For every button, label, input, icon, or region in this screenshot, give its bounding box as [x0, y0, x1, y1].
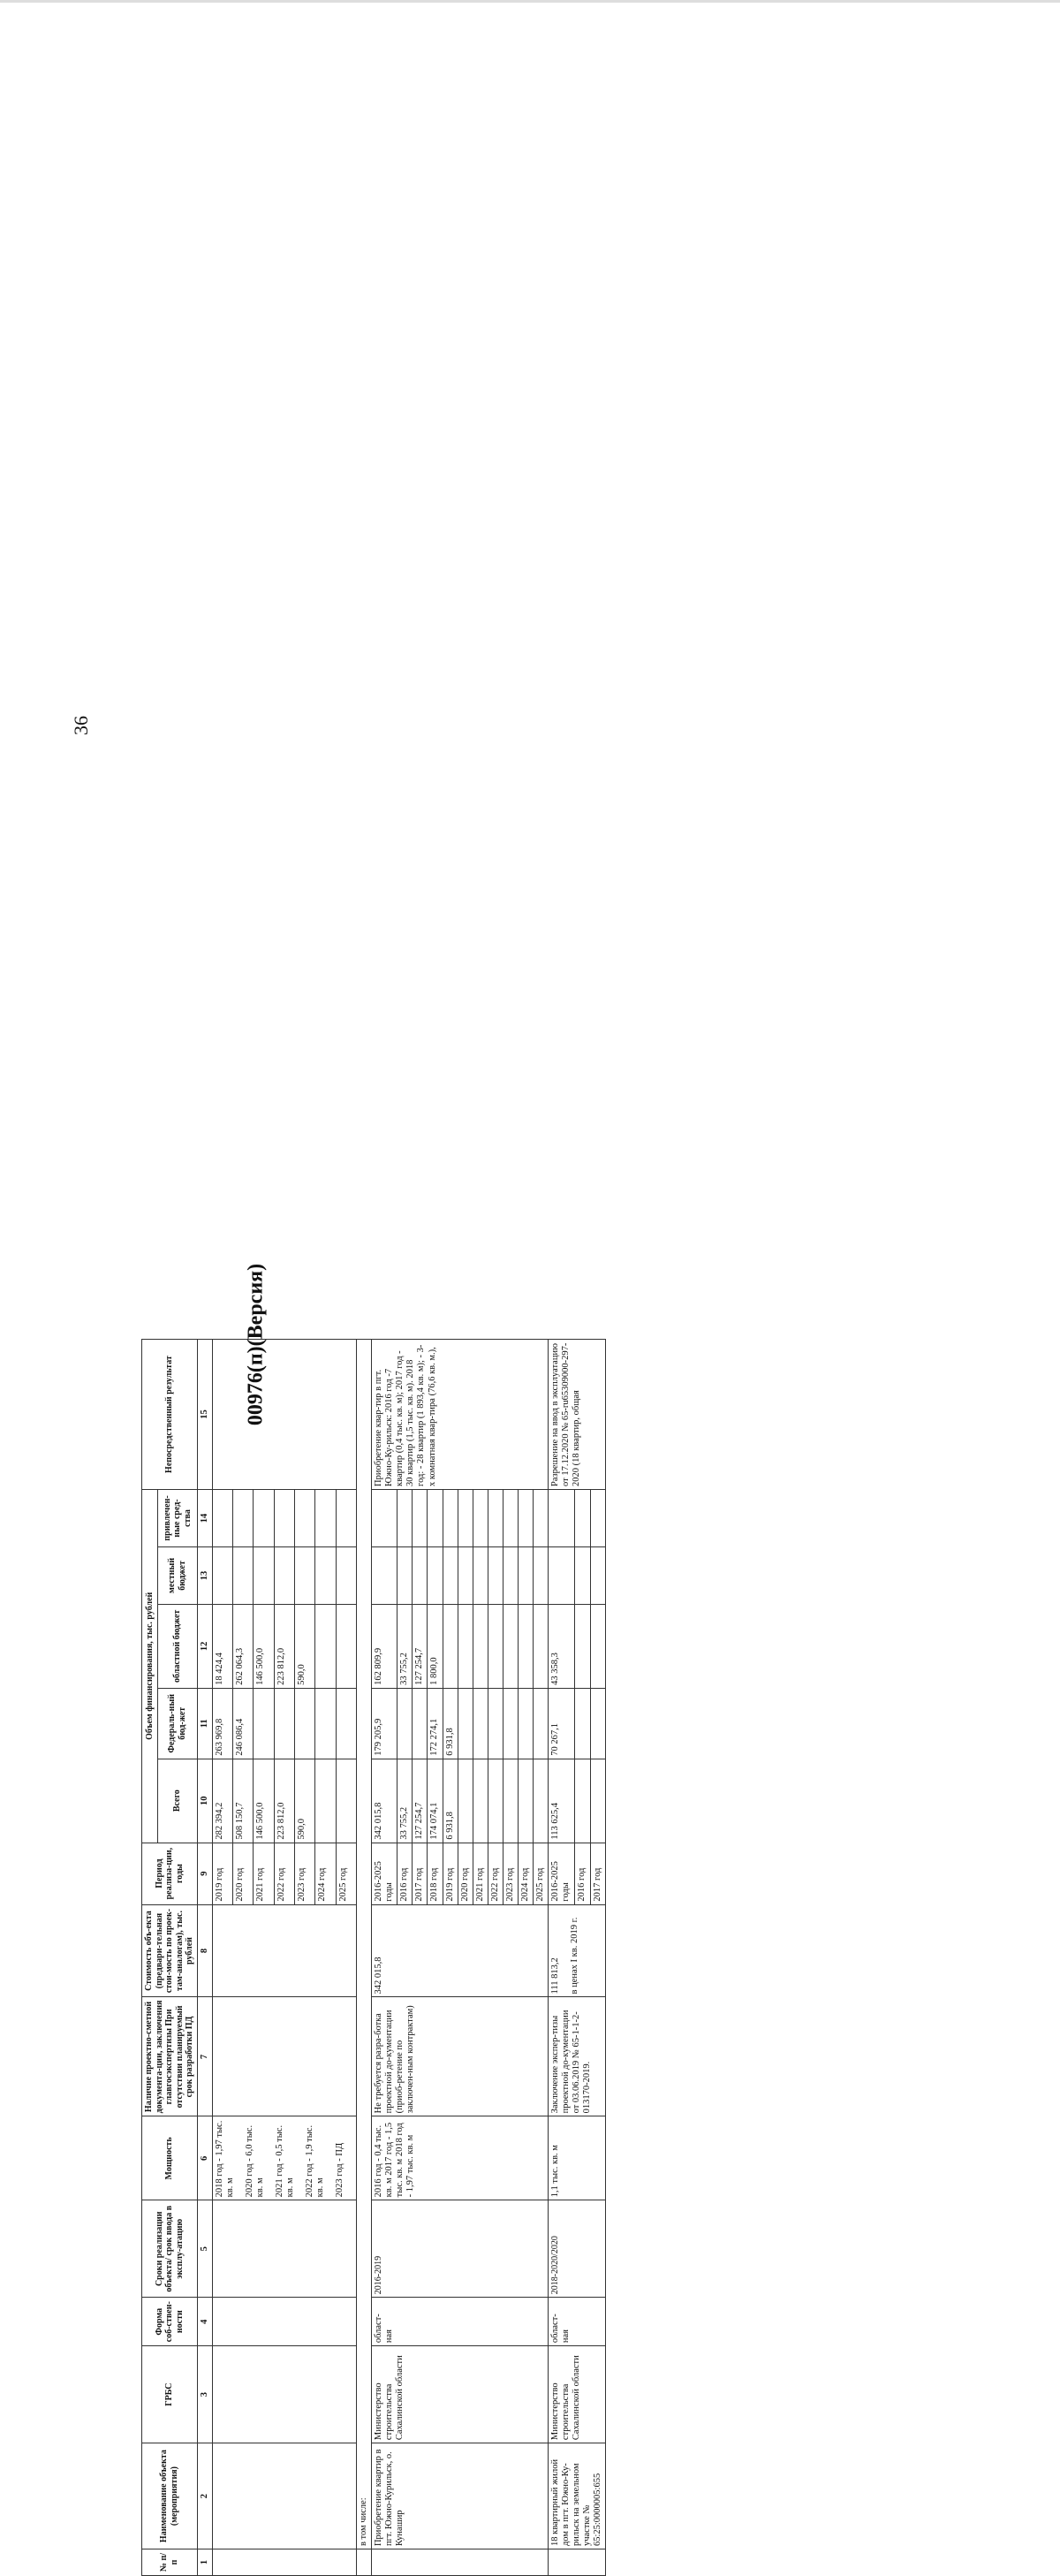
power-cell: [212, 2116, 357, 2200]
table-cell: [212, 2346, 357, 2443]
regional-cell: [315, 1604, 336, 1688]
total-cell: 223 812,0: [274, 1759, 294, 1843]
regional-cell: 18 424,4: [212, 1604, 232, 1688]
total-cell: 113 625,4: [548, 1759, 574, 1843]
col-header: Наличие проектно-сметной документа-ции, заключения главгосэкспертизы При отсутствии планируемый срок разработки ПД: [142, 1997, 198, 2116]
financing-table: [141, 1339, 606, 2576]
col-header: № п/п: [142, 2549, 198, 2576]
table-row: [548, 1340, 574, 2576]
total-cell: [315, 1759, 336, 1843]
federal-cell: [503, 1688, 518, 1759]
col-number: 13: [197, 1546, 212, 1604]
table-row: [357, 1340, 372, 2576]
federal-cell: 70 267,1: [548, 1688, 574, 1759]
total-cell: [473, 1759, 488, 1843]
period-cell: 2016-2019: [372, 2200, 549, 2298]
year-cell: 2020 год: [458, 1843, 473, 1904]
year-cell: 2020 год: [232, 1843, 253, 1904]
table-cell: [398, 1546, 413, 1604]
year-cell: 2018 год: [428, 1843, 443, 1904]
table-cell: [315, 1546, 336, 1604]
year-cell: 2019 год: [443, 1843, 458, 1904]
table-cell: [575, 1489, 591, 1546]
table-cell: [473, 1489, 488, 1546]
total-cell: [590, 1759, 606, 1843]
table-cell: [590, 1546, 606, 1604]
year-cell: 2024 год: [518, 1843, 533, 1904]
table-cell: [357, 2549, 372, 2576]
col-number: 12: [197, 1604, 212, 1688]
power-line: 2022 год - 1,9 тыс. кв. м: [304, 2124, 325, 2198]
total-cell: [336, 1759, 356, 1843]
table-row: [372, 1340, 398, 2576]
col-header: Форма соб-ствен-ности: [142, 2298, 198, 2346]
col-number: 3: [197, 2346, 212, 2443]
federal-cell: [473, 1688, 488, 1759]
federal-cell: 179 205,9: [372, 1688, 398, 1759]
year-cell: 2025 год: [336, 1843, 356, 1904]
regional-cell: [488, 1604, 503, 1688]
regional-cell: 43 358,3: [548, 1604, 574, 1688]
grbs-cell: Министерство строительства Сахалинской области: [372, 2346, 549, 2443]
total-cell: [488, 1759, 503, 1843]
year-cell: 2016-2025 годы: [548, 1843, 574, 1904]
regional-cell: [575, 1604, 591, 1688]
total-cell: 174 074,1: [428, 1759, 443, 1843]
federal-cell: [575, 1688, 591, 1759]
year-cell: 2021 год: [473, 1843, 488, 1904]
regional-cell: [336, 1604, 356, 1688]
table-cell: [488, 1489, 503, 1546]
power-line: 2020 год - 6,0 тыс. кв. м: [244, 2124, 265, 2198]
col-header: областной бюджет: [158, 1604, 197, 1688]
header-row: [142, 1340, 158, 2576]
ownership-cell: област-ная: [372, 2298, 549, 2346]
regional-cell: 146 500,0: [254, 1604, 274, 1688]
table-cell: [533, 1546, 548, 1604]
total-cell: [533, 1759, 548, 1843]
regional-cell: [458, 1604, 473, 1688]
power-line: 2018 год - 1,97 тыс. кв. м: [214, 2120, 235, 2198]
table-cell: [428, 1489, 443, 1546]
table-cell: [336, 1546, 356, 1604]
col-number: 2: [197, 2443, 212, 2549]
regional-cell: [503, 1604, 518, 1688]
power-line: 2023 год - ПД: [335, 2142, 345, 2198]
year-cell: 2019 год: [212, 1843, 232, 1904]
table-cell: [413, 1546, 428, 1604]
regional-cell: [443, 1604, 458, 1688]
regional-cell: 33 755,2: [398, 1604, 413, 1688]
table-cell: [212, 2443, 357, 2549]
total-cell: 590,0: [295, 1759, 315, 1843]
table-cell: [443, 1546, 458, 1604]
year-cell: 2017 год: [590, 1843, 606, 1904]
table-cell: [428, 1546, 443, 1604]
total-cell: [518, 1759, 533, 1843]
table-cell: [295, 1489, 315, 1546]
total-cell: 508 150,7: [232, 1759, 253, 1843]
col-number: 6: [197, 2116, 212, 2200]
table-cell: [254, 1489, 274, 1546]
table-cell: [398, 1489, 413, 1546]
cost-cell: [548, 1904, 605, 1997]
col-number: 11: [197, 1688, 212, 1759]
table-cell: [315, 1489, 336, 1546]
rotated-table-sheet: [141, 1339, 933, 2576]
table-cell: [372, 1489, 398, 1546]
cost-value: 342 015,8: [374, 1957, 384, 1995]
federal-cell: 263 969,8: [212, 1688, 232, 1759]
federal-cell: [274, 1688, 294, 1759]
col-header: Федераль-ный бюд-жет: [158, 1688, 197, 1759]
year-cell: 2017 год: [413, 1843, 428, 1904]
table-cell: [232, 1546, 253, 1604]
document-code: 00976(п)(Версия): [244, 1263, 268, 1426]
table-cell: [212, 1340, 357, 1490]
col-number: 8: [197, 1904, 212, 1997]
year-cell: 2023 год: [295, 1843, 315, 1904]
year-cell: 2024 год: [315, 1843, 336, 1904]
year-cell: 2023 год: [503, 1843, 518, 1904]
col-header: Стоимость объ-екта (предвари-тельная стои-мость по проек-там-аналогам), тыс. рублей: [142, 1904, 198, 1997]
page-number: 36: [70, 716, 92, 735]
col-header: Непосредственный результат: [142, 1340, 198, 1490]
including-label: в том числе:: [357, 1340, 372, 2549]
scan-edge: [0, 0, 1060, 3]
cost-note: в ценах I кв. 2019 г.: [570, 1917, 579, 1995]
total-cell: 146 500,0: [254, 1759, 274, 1843]
regional-cell: 262 064,3: [232, 1604, 253, 1688]
federal-cell: [413, 1688, 428, 1759]
year-cell: 2025 год: [533, 1843, 548, 1904]
table-cell: [212, 2298, 357, 2346]
table-cell: [503, 1489, 518, 1546]
total-cell: 342 015,8: [372, 1759, 398, 1843]
regional-cell: 162 809,9: [372, 1604, 398, 1688]
power-line: 2021 год - 0,5 тыс. кв. м: [274, 2124, 295, 2198]
year-cell: 2022 год: [274, 1843, 294, 1904]
col-header: местный бюджет: [158, 1546, 197, 1604]
year-cell: 2016 год: [398, 1843, 413, 1904]
col-number: 7: [197, 1997, 212, 2116]
federal-cell: 246 086,4: [232, 1688, 253, 1759]
pd-cell: Не требуется разра-ботка проектной до-кументации (приоб-ретение по заключен-ным контрактам): [372, 1997, 549, 2116]
col-header: привлечен-ные сред-ства: [158, 1489, 197, 1546]
ownership-cell: област-ная: [548, 2298, 605, 2346]
table-cell: [473, 1546, 488, 1604]
power-cell: 1,1 тыс. кв. м: [548, 2116, 605, 2200]
table-cell: [488, 1546, 503, 1604]
regional-cell: 1 800,0: [428, 1604, 443, 1688]
table-cell: [548, 1489, 574, 1546]
table-cell: [295, 1546, 315, 1604]
federal-cell: [533, 1688, 548, 1759]
col-header: Наименование объекта (мероприятия): [142, 2443, 198, 2549]
cost-value: 111 813,2: [549, 1957, 560, 1995]
col-number: 10: [197, 1759, 212, 1843]
year-cell: 2016 год: [575, 1843, 591, 1904]
col-header: Период реализа-ции, годы: [142, 1843, 198, 1904]
col-number: 1: [197, 2549, 212, 2576]
regional-cell: [518, 1604, 533, 1688]
col-header: Всего: [158, 1759, 197, 1843]
table-cell: [212, 2200, 357, 2298]
column-number-row: [197, 1340, 212, 2576]
total-cell: [458, 1759, 473, 1843]
result-cell: Разрешение на ввод в эксплуатацию от 17.12.2020 № 65-ru65309000-297-2020 (18 квартир, общая: [548, 1340, 605, 1490]
period-cell: 2018-2020/2020: [548, 2200, 605, 2298]
regional-cell: 223 812,0: [274, 1604, 294, 1688]
table-cell: [590, 1489, 606, 1546]
federal-cell: [488, 1688, 503, 1759]
table-cell: [254, 1546, 274, 1604]
regional-cell: [590, 1604, 606, 1688]
pd-cell: Заключение экспер-тизы проектной до-кументации от 03.06.2019 № 65-1-1-2-013170-2019.: [548, 1997, 605, 2116]
col-header: Мощность: [142, 2116, 198, 2200]
table-cell: [413, 1489, 428, 1546]
grbs-cell: Министерство строительства Сахалинской области: [548, 2346, 605, 2443]
table-cell: [533, 1489, 548, 1546]
col-number: 9: [197, 1843, 212, 1904]
federal-cell: [458, 1688, 473, 1759]
federal-cell: [336, 1688, 356, 1759]
table-cell: [443, 1489, 458, 1546]
table-cell: [372, 2549, 549, 2576]
regional-cell: 127 254,7: [413, 1604, 428, 1688]
col-header: Сроки реализации объекта/ срок ввода в эксплу-атацию: [142, 2200, 198, 2298]
table-cell: [274, 1489, 294, 1546]
federal-cell: 6 931,8: [443, 1688, 458, 1759]
table-cell: [458, 1546, 473, 1604]
total-cell: 127 254,7: [413, 1759, 428, 1843]
col-number: 14: [197, 1489, 212, 1546]
table-cell: [518, 1489, 533, 1546]
table-cell: [212, 1546, 232, 1604]
total-cell: 33 755,2: [398, 1759, 413, 1843]
table-cell: [575, 1546, 591, 1604]
table-cell: [212, 2549, 357, 2576]
table-cell: [372, 1546, 398, 1604]
total-cell: [575, 1759, 591, 1843]
total-cell: [503, 1759, 518, 1843]
federal-cell: [295, 1688, 315, 1759]
cost-cell: [372, 1904, 549, 1997]
table-row: [212, 1340, 232, 2576]
regional-cell: 590,0: [295, 1604, 315, 1688]
col-number: 15: [197, 1340, 212, 1490]
table-cell: [458, 1489, 473, 1546]
total-cell: 282 394,2: [212, 1759, 232, 1843]
object-name: 18 квартирный жилой дом в пгт. Южно-Ку-рильск на земельном участке № 65:25:0000005:655: [548, 2443, 605, 2549]
total-cell: 6 931,8: [443, 1759, 458, 1843]
year-cell: 2021 год: [254, 1843, 274, 1904]
table-cell: [548, 1546, 574, 1604]
result-cell: Приобретение квар-тир в пгт. Южно-Ку-рильск: 2016 год -7 квартир (0,4 тыс. кв. м); 2017 год - 30 квартир (1,5 тыс. кв. м). 2018 год: - 28 квартир (1 893,4 кв. м); - 3-х комнатная квар-тира (76,6 кв. м.),: [372, 1340, 549, 1490]
regional-cell: [473, 1604, 488, 1688]
power-cell: 2016 год - 0,4 тыс. кв. м 2017 год - 1,5 тыс. кв. м 2018 год - 1,97 тыс. кв. м: [372, 2116, 549, 2200]
federal-cell: 172 274,1: [428, 1688, 443, 1759]
table-cell: [232, 1489, 253, 1546]
year-cell: 2016-2025 годы: [372, 1843, 398, 1904]
federal-cell: [590, 1688, 606, 1759]
federal-cell: [254, 1688, 274, 1759]
federal-cell: [518, 1688, 533, 1759]
table-cell: [212, 1904, 357, 1997]
col-number: 5: [197, 2200, 212, 2298]
table-cell: [212, 1489, 232, 1546]
regional-cell: [533, 1604, 548, 1688]
federal-cell: [398, 1688, 413, 1759]
table-cell: [548, 2549, 605, 2576]
federal-cell: [315, 1688, 336, 1759]
col-header: ГРБС: [142, 2346, 198, 2443]
year-cell: 2022 год: [488, 1843, 503, 1904]
table-cell: [274, 1546, 294, 1604]
table-cell: [503, 1546, 518, 1604]
table-cell: [518, 1546, 533, 1604]
col-number: 4: [197, 2298, 212, 2346]
object-name: Приобретение квартир в пгт. Южно-Курильск, о. Кунашир: [372, 2443, 549, 2549]
table-cell: [336, 1489, 356, 1546]
table-cell: [212, 1997, 357, 2116]
financing-header: Объем финансирования, тыс. рублей: [142, 1489, 158, 1843]
